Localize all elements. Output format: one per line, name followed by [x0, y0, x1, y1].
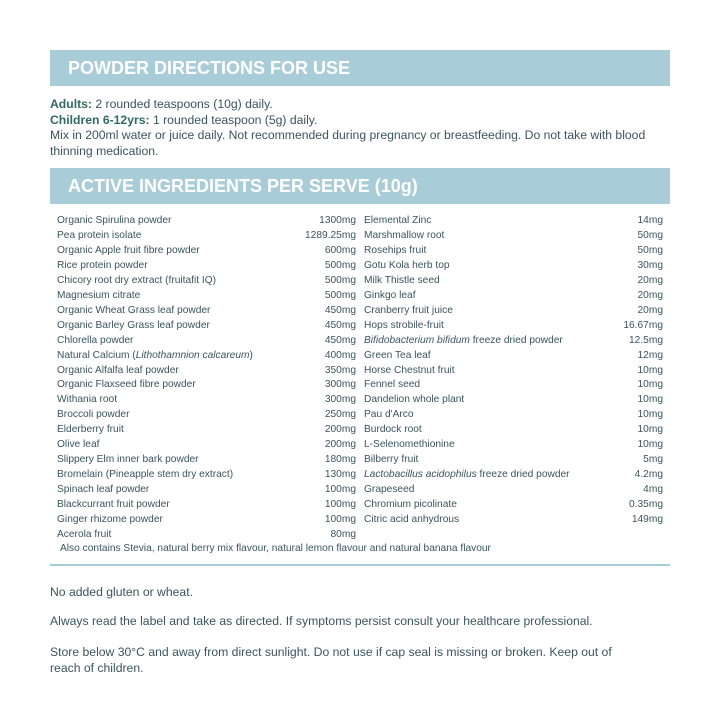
ingredient-name — [57, 378, 196, 393]
ingredient-amount: 500mg — [324, 289, 356, 301]
ingredient-name-text: Chlorella powder — [57, 334, 134, 346]
ingredient-amount: 100mg — [324, 514, 356, 526]
ingredient-amount: 200mg — [324, 439, 356, 451]
ingredient-row — [57, 319, 356, 334]
ingredient-amount: 10mg — [637, 439, 663, 451]
ingredient-name — [57, 334, 133, 349]
ingredient-amount: 10mg — [637, 394, 663, 406]
ingredient-row — [364, 334, 663, 349]
ingredient-amount: 180mg — [324, 454, 356, 466]
ingredient-name-text: Green Tea leaf — [364, 349, 431, 361]
ingredient-row — [57, 274, 356, 289]
children-line — [50, 113, 670, 129]
also-contains-text: Also contains Stevia, natural berry mix flavour, natural lemon flavour and natural banana flavour — [60, 543, 491, 554]
gluten-note: No added gluten or wheat. — [50, 585, 193, 599]
ingredient-name — [364, 364, 455, 379]
ingredient-row — [364, 498, 663, 513]
ingredient-name-text: Acerola fruit — [57, 529, 112, 541]
ingredient-name — [57, 408, 129, 423]
ingredient-name-text: Cranberry fruit juice — [364, 304, 453, 316]
ingredient-amount: 30mg — [637, 259, 663, 271]
ingredient-row — [57, 468, 356, 483]
ingredient-name — [364, 259, 450, 274]
adults-line — [50, 97, 670, 113]
ingredient-amount: 350mg — [324, 364, 356, 376]
ingredient-amount: 20mg — [637, 274, 663, 286]
ingredient-name-text: Dandelion whole plant — [364, 394, 465, 406]
ingredient-name-text: Bromelain (Pineapple stem dry extract) — [57, 469, 234, 481]
section-divider — [50, 564, 670, 566]
ingredient-row — [364, 304, 663, 319]
powder-directions-title: POWDER DIRECTIONS FOR USE — [68, 57, 351, 78]
ingredient-row — [57, 364, 356, 379]
active-ingredients-title: ACTIVE INGREDIENTS PER SERVE (10g) — [68, 175, 418, 196]
ingredient-row — [57, 498, 356, 513]
ingredient-row — [364, 319, 663, 334]
ingredient-name — [57, 468, 233, 483]
ingredient-name-text: Organic Flaxseed fibre powder — [57, 379, 196, 391]
ingredient-name-text: Slippery Elm inner bark powder — [57, 454, 199, 466]
ingredient-row — [364, 289, 663, 304]
ingredient-name-text: Magnesium citrate — [57, 289, 141, 301]
ingredient-row — [57, 289, 356, 304]
ingredient-name-text: Burdock root — [364, 424, 422, 436]
ingredient-amount: 10mg — [637, 379, 663, 391]
ingredient-amount: 10mg — [637, 364, 663, 376]
ingredient-name — [364, 378, 420, 393]
ingredient-row — [57, 334, 356, 349]
ingredient-amount: 300mg — [324, 394, 356, 406]
ingredient-amount: 300mg — [324, 379, 356, 391]
ingredient-name — [364, 498, 457, 513]
ingredient-amount: 50mg — [637, 229, 663, 241]
ingredient-row — [57, 214, 356, 229]
ingredient-name-text: Milk Thistle seed — [364, 274, 440, 286]
ingredient-name — [57, 438, 99, 453]
ingredient-name-text: Gotu Kola herb top — [364, 259, 450, 271]
ingredient-amount: 80mg — [330, 529, 356, 541]
ingredient-name-text: Bilberry fruit — [364, 454, 419, 466]
ingredient-name — [364, 483, 414, 498]
ingredient-name — [57, 483, 149, 498]
ingredient-amount: 200mg — [324, 424, 356, 436]
ingredient-name-text: Organic Spirulina powder — [57, 215, 172, 226]
ingredient-row — [364, 364, 663, 379]
ingredient-name-text: Withania root — [57, 394, 118, 406]
ingredient-amount: 250mg — [324, 409, 356, 421]
ingredient-name — [57, 289, 140, 304]
ingredient-name-text: Chromium picolinate — [364, 499, 457, 511]
ingredient-name-text: Fennel seed — [364, 379, 421, 391]
ingredient-name — [57, 229, 141, 244]
ingredient-amount: 16.67mg — [623, 319, 663, 331]
storage-note: Store below 30°C and away from direct sunlight. Do not use if cap seal is missing or broken. Keep out of reach of children. — [50, 645, 612, 675]
ingredient-name-text: Organic Barley Grass leaf powder — [57, 319, 210, 331]
ingredient-row — [57, 349, 356, 364]
adults-label: Adults: — [50, 97, 92, 111]
ingredient-amount: 12.5mg — [629, 334, 663, 346]
ingredient-name-text: L-Selenomethionine — [364, 439, 455, 451]
ingredient-name-suffix: freeze dried powder — [476, 469, 570, 481]
ingredient-row — [57, 304, 356, 319]
ingredient-amount: 450mg — [324, 304, 356, 316]
ingredient-name-text: Organic Wheat Grass leaf powder — [57, 304, 211, 316]
ingredient-row — [364, 393, 663, 408]
adults-text: 2 rounded teaspoons (10g) daily. — [91, 97, 273, 111]
ingredient-name-text: Organic Alfalfa leaf powder — [57, 364, 179, 376]
ingredient-name-text: Organic Apple fruit fibre powder — [57, 244, 200, 256]
ingredient-name — [364, 304, 453, 319]
ingredient-name-text: Horse Chestnut fruit — [364, 364, 455, 376]
ingredient-name-italic: Bifidobacterium bifidum — [364, 334, 470, 346]
ingredient-name — [364, 334, 563, 349]
ingredient-row — [57, 513, 356, 528]
ingredient-name — [364, 349, 431, 364]
ingredient-name-text: Spinach leaf powder — [57, 484, 150, 496]
ingredient-name — [364, 468, 570, 483]
ingredient-row — [364, 214, 663, 229]
ingredient-row — [57, 378, 356, 393]
ingredient-amount: 12mg — [637, 349, 663, 361]
children-label: Children 6-12yrs: — [50, 112, 150, 127]
ingredient-row — [364, 378, 663, 393]
ingredient-amount: 500mg — [324, 259, 356, 271]
ingredient-row — [364, 259, 663, 274]
ingredient-name-text: Natural Calcium ( — [57, 349, 136, 361]
ingredient-amount: 450mg — [324, 334, 356, 346]
ingredient-name-text: Ginkgo leaf — [364, 289, 416, 301]
ingredient-row — [364, 408, 663, 423]
ingredient-name — [364, 319, 444, 334]
ingredient-amount: 130mg — [324, 469, 356, 481]
ingredient-amount: 14mg — [637, 215, 663, 226]
ingredient-name — [57, 304, 210, 319]
ingredient-name-suffix: freeze dried powder — [469, 334, 563, 346]
ingredient-name — [364, 214, 431, 229]
ingredient-row — [57, 423, 356, 438]
ingredient-amount: 10mg — [637, 409, 663, 421]
ingredient-name — [57, 393, 117, 408]
ingredient-amount: 50mg — [637, 244, 663, 256]
ingredient-name — [364, 423, 422, 438]
ingredient-name-italic: Lactobacillus acidophilus — [364, 469, 477, 481]
ingredient-row — [364, 274, 663, 289]
ingredient-name — [57, 214, 171, 229]
powder-directions-header — [50, 50, 670, 86]
ingredient-name-text: Marshmallow root — [364, 229, 445, 241]
ingredient-name — [364, 244, 426, 259]
ingredient-name-text: Grapeseed — [364, 484, 415, 496]
ingredient-name — [57, 364, 179, 379]
ingredient-row — [364, 513, 663, 528]
ingredient-row — [57, 483, 356, 498]
ingredient-name — [57, 319, 210, 334]
ingredient-amount: 149mg — [631, 514, 663, 526]
ingredient-name — [57, 423, 124, 438]
ingredient-amount: 1289.25mg — [305, 229, 356, 241]
ingredient-name-text: Pau d'Arco — [364, 409, 414, 421]
ingredient-amount: 600mg — [324, 244, 356, 256]
ingredient-amount: 100mg — [324, 499, 356, 511]
ingredient-name — [364, 289, 416, 304]
active-ingredients-header — [50, 168, 670, 204]
ingredient-name — [364, 513, 459, 528]
ingredient-row — [364, 453, 663, 468]
ingredient-name — [57, 453, 199, 468]
ingredient-name — [364, 453, 418, 468]
ingredient-row — [364, 423, 663, 438]
ingredient-name-text: Citric acid anhydrous — [364, 514, 460, 526]
ingredient-row — [57, 259, 356, 274]
ingredient-row — [364, 438, 663, 453]
ingredient-name — [364, 229, 444, 244]
directions-block — [50, 97, 670, 159]
ingredient-name-text: Blackcurrant fruit powder — [57, 499, 170, 511]
ingredient-name — [57, 259, 148, 274]
ingredient-row — [364, 468, 663, 483]
ingredient-row — [57, 244, 356, 259]
ingredient-name — [364, 274, 440, 289]
ingredient-name — [57, 244, 200, 259]
mix-text: Mix in 200ml water or juice daily. Not recommended during pregnancy or breastfeeding. Do not take with blood thinning medication. — [50, 128, 646, 158]
ingredient-name — [364, 438, 455, 453]
ingredient-row — [364, 229, 663, 244]
ingredient-row — [57, 438, 356, 453]
ingredient-name-text: Rice protein powder — [57, 259, 148, 271]
ingredient-name-text: Rosehips fruit — [364, 244, 427, 256]
ingredient-row — [364, 349, 663, 364]
ingredient-row — [364, 244, 663, 259]
ingredient-amount: 20mg — [637, 289, 663, 301]
ingredient-amount: 400mg — [324, 349, 356, 361]
ingredient-row — [57, 229, 356, 244]
ingredient-name-text: Broccoli powder — [57, 409, 130, 421]
ingredient-name-text: Chicory root dry extract (fruitafit IQ) — [57, 274, 217, 286]
ingredient-name — [364, 408, 414, 423]
ingredient-amount: 450mg — [324, 319, 356, 331]
ingredient-amount: 500mg — [324, 274, 356, 286]
ingredient-name-text: Pea protein isolate — [57, 229, 142, 241]
ingredient-amount: 4.2mg — [634, 469, 663, 481]
ingredient-name — [364, 393, 464, 408]
ingredient-amount: 10mg — [637, 424, 663, 436]
ingredient-row — [57, 453, 356, 468]
ingredient-name — [57, 513, 163, 528]
ingredient-row — [364, 483, 663, 498]
ingredient-row — [57, 393, 356, 408]
ingredient-name — [57, 498, 170, 513]
ingredient-amount: 20mg — [637, 304, 663, 316]
ingredient-amount: 5mg — [643, 454, 663, 466]
ingredients-left-column — [57, 214, 356, 543]
label-note: Always read the label and take as directed. If symptoms persist consult your healthcare professional. — [50, 614, 593, 628]
ingredient-name-text: Ginger rhizome powder — [57, 514, 163, 526]
ingredient-name-text: Hops strobile-fruit — [364, 319, 444, 331]
ingredient-name — [57, 528, 111, 543]
ingredient-name — [57, 274, 216, 289]
ingredient-name-text: Elderberry fruit — [57, 424, 124, 436]
ingredient-amount: 0.35mg — [629, 499, 663, 511]
ingredient-name-suffix: ) — [249, 349, 253, 361]
ingredient-row — [57, 528, 356, 543]
ingredient-name-text: Olive leaf — [57, 439, 100, 451]
ingredient-name-text: Elemental Zinc — [364, 215, 432, 226]
ingredients-right-column — [364, 214, 663, 528]
ingredient-amount: 4mg — [643, 484, 663, 496]
ingredient-row — [57, 408, 356, 423]
children-text: 1 rounded teaspoon (5g) daily. — [149, 112, 318, 127]
ingredient-amount: 1300mg — [319, 215, 356, 226]
ingredient-name-italic: Lithothamnion calcareum — [135, 349, 250, 361]
ingredient-amount: 100mg — [324, 484, 356, 496]
ingredient-name — [57, 349, 253, 364]
